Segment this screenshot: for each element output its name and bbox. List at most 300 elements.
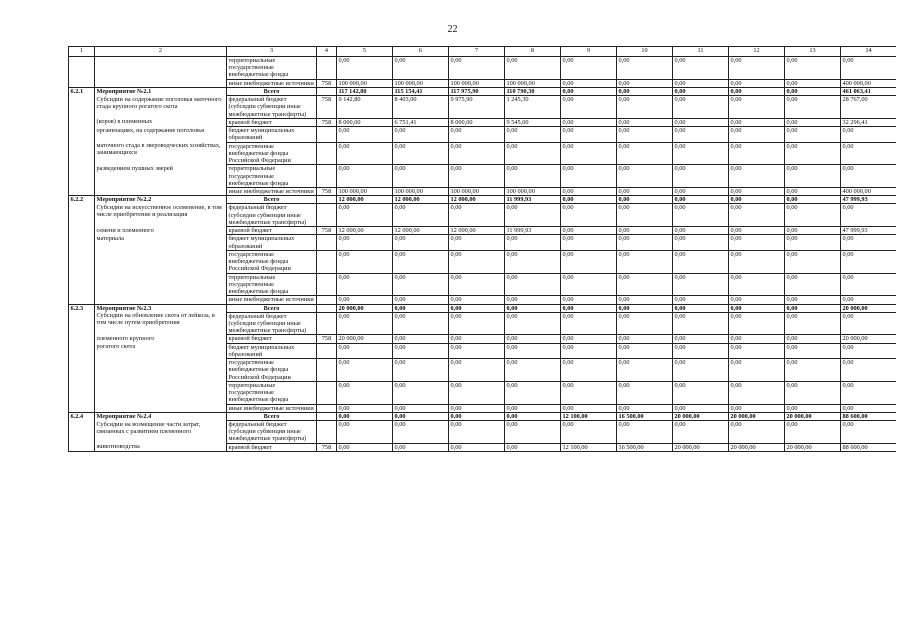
- ministry-code: 758: [317, 118, 337, 126]
- funding-source: территориальные государственные внебюджетные фонды: [227, 273, 317, 296]
- amount-col-11: 0,00: [673, 250, 729, 273]
- amount-col-11: 0,00: [673, 312, 729, 335]
- amount-col-8: 9 545,00: [505, 118, 561, 126]
- amount-col-13: 0,00: [785, 118, 841, 126]
- amount-col-12: 0,00: [729, 335, 785, 343]
- amount-col-7: 0,00: [449, 335, 505, 343]
- amount-col-9: 0,00: [561, 235, 617, 250]
- amount-col-6: 0,00: [393, 273, 449, 296]
- amount-col-12: 0,00: [729, 57, 785, 80]
- amount-col-13: 0,00: [785, 187, 841, 195]
- measure-code: [69, 312, 95, 335]
- table-row: [69, 335, 897, 343]
- amount-col-9: 0,00: [561, 227, 617, 235]
- amount-col-6: 0,00: [393, 235, 449, 250]
- table-row: [69, 187, 897, 195]
- measure-code: [69, 118, 95, 126]
- ministry-code: 758: [317, 187, 337, 195]
- amount-col-6: 8 403,00: [393, 96, 449, 119]
- ministry-code: [317, 296, 337, 304]
- amount-col-11: 0,00: [673, 404, 729, 412]
- amount-col-13: 0,00: [785, 304, 841, 312]
- amount-col-14: 0,00: [841, 57, 897, 80]
- amount-col-8: 0,00: [505, 421, 561, 444]
- amount-col-11: 0,00: [673, 381, 729, 404]
- measure-description: Мероприятие №2.1: [95, 87, 227, 95]
- amount-col-11: 0,00: [673, 127, 729, 142]
- amount-col-13: 0,00: [785, 96, 841, 119]
- funding-source: государственные внебюджетные фонды Российской Федерации: [227, 250, 317, 273]
- table-row: [69, 79, 897, 87]
- amount-col-8: 11 999,93: [505, 227, 561, 235]
- amount-col-6: 0,00: [393, 296, 449, 304]
- amount-col-14: 0,00: [841, 273, 897, 296]
- amount-col-5: 0,00: [337, 235, 393, 250]
- amount-col-13: 0,00: [785, 273, 841, 296]
- amount-col-12: 0,00: [729, 296, 785, 304]
- amount-col-11: 20 000,00: [673, 443, 729, 451]
- ministry-code: [317, 421, 337, 444]
- amount-col-5: 9 142,80: [337, 96, 393, 119]
- measure-description: [95, 79, 227, 87]
- funding-source: краевой бюджет: [227, 443, 317, 451]
- ministry-code: 758: [317, 227, 337, 235]
- amount-col-9: 0,00: [561, 335, 617, 343]
- amount-col-10: 0,00: [617, 273, 673, 296]
- column-number-7: 7: [449, 47, 505, 57]
- measure-description: животноводства: [95, 443, 227, 451]
- amount-col-14: 0,00: [841, 404, 897, 412]
- ministry-code: 758: [317, 443, 337, 451]
- ministry-code: [317, 204, 337, 227]
- ministry-code: [317, 312, 337, 335]
- amount-col-5: 0,00: [337, 127, 393, 142]
- amount-col-10: 0,00: [617, 127, 673, 142]
- amount-col-12: 0,00: [729, 304, 785, 312]
- amount-col-11: 0,00: [673, 79, 729, 87]
- amount-col-10: 0,00: [617, 187, 673, 195]
- amount-col-9: 0,00: [561, 312, 617, 335]
- amount-col-12: 0,00: [729, 204, 785, 227]
- ministry-code: [317, 381, 337, 404]
- amount-col-14: 0,00: [841, 235, 897, 250]
- measure-code: [69, 273, 95, 296]
- amount-col-6: 0,00: [393, 204, 449, 227]
- amount-col-11: 0,00: [673, 57, 729, 80]
- amount-col-8: 0,00: [505, 381, 561, 404]
- column-number-9: 9: [561, 47, 617, 57]
- ministry-code: [317, 412, 337, 420]
- ministry-code: [317, 142, 337, 165]
- amount-col-7: 0,00: [449, 273, 505, 296]
- amount-col-8: 0,00: [505, 335, 561, 343]
- funding-source: бюджет муниципальных образований: [227, 127, 317, 142]
- amount-col-14: 0,00: [841, 142, 897, 165]
- amount-col-12: 0,00: [729, 142, 785, 165]
- amount-col-10: 0,00: [617, 196, 673, 204]
- measure-description: Мероприятие №2.3: [95, 304, 227, 312]
- amount-col-13: 0,00: [785, 343, 841, 358]
- column-number-13: 13: [785, 47, 841, 57]
- funding-source: иные внебюджетные источники: [227, 404, 317, 412]
- amount-col-13: 0,00: [785, 87, 841, 95]
- amount-col-11: 0,00: [673, 204, 729, 227]
- amount-col-6: 0,00: [393, 250, 449, 273]
- column-number-10: 10: [617, 47, 673, 57]
- amount-col-13: 0,00: [785, 335, 841, 343]
- amount-col-12: 0,00: [729, 79, 785, 87]
- amount-col-10: 0,00: [617, 335, 673, 343]
- amount-col-9: 0,00: [561, 296, 617, 304]
- amount-col-8: 100 000,00: [505, 79, 561, 87]
- amount-col-6: 0,00: [393, 304, 449, 312]
- table-row: [69, 57, 897, 80]
- amount-col-5: 0,00: [337, 296, 393, 304]
- amount-col-7: 0,00: [449, 142, 505, 165]
- amount-col-9: 12 100,00: [561, 412, 617, 420]
- measure-code: [69, 443, 95, 451]
- column-number-12: 12: [729, 47, 785, 57]
- amount-col-9: 0,00: [561, 273, 617, 296]
- amount-col-10: 0,00: [617, 304, 673, 312]
- amount-col-9: 0,00: [561, 421, 617, 444]
- amount-col-9: 0,00: [561, 165, 617, 188]
- funding-source: федеральный бюджет (субсидии субвенции иные межбюджетные трансферты): [227, 421, 317, 444]
- amount-col-10: 0,00: [617, 296, 673, 304]
- ministry-code: 758: [317, 96, 337, 119]
- measure-code: [69, 204, 95, 227]
- amount-col-5: 0,00: [337, 443, 393, 451]
- amount-col-12: 20 000,00: [729, 443, 785, 451]
- amount-col-5: 0,00: [337, 273, 393, 296]
- amount-col-9: 0,00: [561, 96, 617, 119]
- table-row-total: [69, 87, 897, 95]
- amount-col-7: 8 000,00: [449, 118, 505, 126]
- amount-col-14: 0,00: [841, 250, 897, 273]
- ministry-code: [317, 359, 337, 382]
- amount-col-13: 0,00: [785, 250, 841, 273]
- funding-source: федеральный бюджет (субсидии субвенции иные межбюджетные трансферты): [227, 204, 317, 227]
- amount-col-7: 100 000,00: [449, 79, 505, 87]
- amount-col-10: 0,00: [617, 227, 673, 235]
- amount-col-6: 0,00: [393, 412, 449, 420]
- measure-description: маточного стада в звероводческих хозяйствах, занимающихся: [95, 142, 227, 165]
- funding-source: территориальные государственные внебюджетные фонды: [227, 57, 317, 80]
- ministry-code: [317, 165, 337, 188]
- funding-source: территориальные государственные внебюджетные фонды: [227, 381, 317, 404]
- table-row: [69, 227, 897, 235]
- funding-source: территориальные государственные внебюджетные фонды: [227, 165, 317, 188]
- amount-col-7: 0,00: [449, 381, 505, 404]
- funding-source: краевой бюджет: [227, 118, 317, 126]
- amount-col-6: 0,00: [393, 57, 449, 80]
- measure-description: Субсидии на обновление скота от лейкоза, в том числе путем приобретения: [95, 312, 227, 335]
- funding-source: Всего: [227, 196, 317, 204]
- amount-col-9: 0,00: [561, 381, 617, 404]
- table-row: [69, 381, 897, 404]
- measure-code: [69, 96, 95, 119]
- amount-col-9: 0,00: [561, 196, 617, 204]
- amount-col-9: 0,00: [561, 142, 617, 165]
- amount-col-14: 0,00: [841, 421, 897, 444]
- ministry-code: [317, 343, 337, 358]
- table-row: [69, 250, 897, 273]
- amount-col-12: 0,00: [729, 187, 785, 195]
- table-row: [69, 359, 897, 382]
- amount-col-5: 100 000,00: [337, 187, 393, 195]
- amount-col-14: 0,00: [841, 165, 897, 188]
- funding-source: федеральный бюджет (субсидии субвенции иные межбюджетные трансферты): [227, 96, 317, 119]
- amount-col-8: 0,00: [505, 304, 561, 312]
- amount-col-11: 0,00: [673, 335, 729, 343]
- amount-col-5: 0,00: [337, 421, 393, 444]
- measure-code: [69, 235, 95, 250]
- amount-col-8: 1 245,30: [505, 96, 561, 119]
- amount-col-12: 0,00: [729, 404, 785, 412]
- amount-col-6: 0,00: [393, 404, 449, 412]
- amount-col-12: 0,00: [729, 359, 785, 382]
- column-number-8: 8: [505, 47, 561, 57]
- amount-col-7: 0,00: [449, 343, 505, 358]
- amount-col-12: 0,00: [729, 227, 785, 235]
- amount-col-7: 0,00: [449, 412, 505, 420]
- amount-col-8: 0,00: [505, 404, 561, 412]
- amount-col-6: 100 000,00: [393, 187, 449, 195]
- ministry-code: [317, 196, 337, 204]
- ministry-code: [317, 235, 337, 250]
- table-row: [69, 443, 897, 451]
- amount-col-9: 0,00: [561, 79, 617, 87]
- amount-col-11: 0,00: [673, 118, 729, 126]
- amount-col-6: 6 751,41: [393, 118, 449, 126]
- amount-col-10: 0,00: [617, 404, 673, 412]
- amount-col-10: 0,00: [617, 235, 673, 250]
- amount-col-14: 88 600,00: [841, 443, 897, 451]
- amount-col-13: 0,00: [785, 235, 841, 250]
- amount-col-8: 0,00: [505, 204, 561, 227]
- amount-col-7: 12 000,00: [449, 196, 505, 204]
- amount-col-11: 0,00: [673, 187, 729, 195]
- amount-col-7: 0,00: [449, 359, 505, 382]
- measure-code: [69, 187, 95, 195]
- measure-description: рогатого скота: [95, 343, 227, 358]
- amount-col-5: 0,00: [337, 381, 393, 404]
- amount-col-9: 12 100,00: [561, 443, 617, 451]
- amount-col-6: 0,00: [393, 127, 449, 142]
- amount-col-11: 0,00: [673, 343, 729, 358]
- amount-col-7: 0,00: [449, 312, 505, 335]
- amount-col-8: 0,00: [505, 296, 561, 304]
- measure-description: [95, 273, 227, 296]
- measure-code: [69, 250, 95, 273]
- measure-description: [95, 250, 227, 273]
- amount-col-12: 0,00: [729, 196, 785, 204]
- table-row: [69, 96, 897, 119]
- amount-col-5: 0,00: [337, 57, 393, 80]
- funding-source: бюджет муниципальных образований: [227, 235, 317, 250]
- amount-col-5: 20 000,00: [337, 335, 393, 343]
- measure-description: семени и племенного: [95, 227, 227, 235]
- funding-source: иные внебюджетные источники: [227, 187, 317, 195]
- amount-col-11: 0,00: [673, 227, 729, 235]
- amount-col-8: 0,00: [505, 359, 561, 382]
- measure-description: Субсидии на искусственное осеменение, в том числе приобретение и реализация: [95, 204, 227, 227]
- amount-col-11: 0,00: [673, 87, 729, 95]
- amount-col-12: 0,00: [729, 381, 785, 404]
- column-number-row: [69, 47, 897, 57]
- amount-col-11: 0,00: [673, 96, 729, 119]
- amount-col-14: 0,00: [841, 381, 897, 404]
- amount-col-5: 0,00: [337, 250, 393, 273]
- amount-col-7: 0,00: [449, 250, 505, 273]
- column-number-4: 4: [317, 47, 337, 57]
- amount-col-5: 12 000,00: [337, 227, 393, 235]
- measure-description: [95, 404, 227, 412]
- amount-col-14: 0,00: [841, 312, 897, 335]
- budget-table: [68, 46, 896, 452]
- amount-col-12: 0,00: [729, 343, 785, 358]
- amount-col-5: 0,00: [337, 142, 393, 165]
- amount-col-10: 0,00: [617, 87, 673, 95]
- amount-col-14: 20 000,00: [841, 335, 897, 343]
- table-row: [69, 142, 897, 165]
- amount-col-14: 0,00: [841, 296, 897, 304]
- amount-col-6: 0,00: [393, 335, 449, 343]
- amount-col-13: 0,00: [785, 312, 841, 335]
- budget-table-sheet: [68, 46, 896, 636]
- amount-col-10: 16 500,00: [617, 412, 673, 420]
- amount-col-8: 0,00: [505, 235, 561, 250]
- amount-col-12: 0,00: [729, 312, 785, 335]
- amount-col-13: 0,00: [785, 196, 841, 204]
- funding-source: иные внебюджетные источники: [227, 79, 317, 87]
- measure-description: [95, 381, 227, 404]
- amount-col-13: 20 000,00: [785, 443, 841, 451]
- table-body: [69, 57, 897, 452]
- amount-col-8: 100 000,00: [505, 187, 561, 195]
- amount-col-9: 0,00: [561, 187, 617, 195]
- amount-col-14: 88 600,00: [841, 412, 897, 420]
- column-number-3: 3: [227, 47, 317, 57]
- amount-col-10: 0,00: [617, 142, 673, 165]
- amount-col-9: 0,00: [561, 304, 617, 312]
- amount-col-8: 0,00: [505, 142, 561, 165]
- amount-col-8: 0,00: [505, 250, 561, 273]
- table-row-total: [69, 196, 897, 204]
- amount-col-8: 0,00: [505, 57, 561, 80]
- ministry-code: [317, 57, 337, 80]
- measure-code: 6.2.3: [69, 304, 95, 312]
- amount-col-9: 0,00: [561, 343, 617, 358]
- measure-code: 6.2.1: [69, 87, 95, 95]
- amount-col-10: 0,00: [617, 359, 673, 382]
- measure-description: [95, 296, 227, 304]
- amount-col-5: 20 000,00: [337, 304, 393, 312]
- amount-col-10: 0,00: [617, 312, 673, 335]
- amount-col-6: 0,00: [393, 381, 449, 404]
- amount-col-12: 0,00: [729, 118, 785, 126]
- amount-col-7: 0,00: [449, 165, 505, 188]
- amount-col-13: 20 000,00: [785, 412, 841, 420]
- ministry-code: [317, 127, 337, 142]
- measure-code: 6.2.4: [69, 412, 95, 420]
- funding-source: Всего: [227, 412, 317, 420]
- measure-code: [69, 296, 95, 304]
- funding-source: федеральный бюджет (субсидии субвенции иные межбюджетные трансферты): [227, 312, 317, 335]
- amount-col-10: 0,00: [617, 96, 673, 119]
- amount-col-6: 12 000,00: [393, 196, 449, 204]
- amount-col-14: 32 296,41: [841, 118, 897, 126]
- amount-col-7: 100 000,00: [449, 187, 505, 195]
- amount-col-14: 461 063,41: [841, 87, 897, 95]
- amount-col-14: 400 000,00: [841, 79, 897, 87]
- amount-col-12: 0,00: [729, 421, 785, 444]
- amount-col-6: 0,00: [393, 165, 449, 188]
- amount-col-6: 0,00: [393, 443, 449, 451]
- table-row: [69, 165, 897, 188]
- amount-col-7: 0,00: [449, 57, 505, 80]
- amount-col-14: 28 767,00: [841, 96, 897, 119]
- amount-col-12: 0,00: [729, 250, 785, 273]
- amount-col-7: 0,00: [449, 404, 505, 412]
- measure-description: материала: [95, 235, 227, 250]
- measure-code: [69, 404, 95, 412]
- ministry-code: 758: [317, 335, 337, 343]
- amount-col-5: 0,00: [337, 404, 393, 412]
- amount-col-8: 110 790,30: [505, 87, 561, 95]
- table-row: [69, 343, 897, 358]
- amount-col-12: 0,00: [729, 127, 785, 142]
- amount-col-5: 100 000,00: [337, 79, 393, 87]
- amount-col-13: 0,00: [785, 381, 841, 404]
- amount-col-7: 0,00: [449, 127, 505, 142]
- amount-col-10: 0,00: [617, 343, 673, 358]
- measure-code: [69, 421, 95, 444]
- amount-col-13: 0,00: [785, 127, 841, 142]
- amount-col-8: 0,00: [505, 443, 561, 451]
- table-row: [69, 118, 897, 126]
- amount-col-6: 115 154,41: [393, 87, 449, 95]
- amount-col-5: 0,00: [337, 312, 393, 335]
- measure-code: [69, 79, 95, 87]
- funding-source: Всего: [227, 304, 317, 312]
- amount-col-10: 0,00: [617, 204, 673, 227]
- ministry-code: [317, 273, 337, 296]
- amount-col-14: 20 000,00: [841, 304, 897, 312]
- funding-source: Всего: [227, 87, 317, 95]
- amount-col-7: 12 000,00: [449, 227, 505, 235]
- column-number-11: 11: [673, 47, 729, 57]
- amount-col-7: 0,00: [449, 235, 505, 250]
- amount-col-11: 0,00: [673, 196, 729, 204]
- amount-col-5: 0,00: [337, 165, 393, 188]
- amount-col-13: 0,00: [785, 57, 841, 80]
- measure-description: племенного крупного: [95, 335, 227, 343]
- amount-col-14: 400 000,00: [841, 187, 897, 195]
- amount-col-10: 0,00: [617, 381, 673, 404]
- amount-col-11: 0,00: [673, 296, 729, 304]
- amount-col-9: 0,00: [561, 404, 617, 412]
- amount-col-14: 0,00: [841, 359, 897, 382]
- amount-col-6: 0,00: [393, 343, 449, 358]
- measure-description: [95, 57, 227, 80]
- amount-col-5: 0,00: [337, 359, 393, 382]
- measure-code: [69, 57, 95, 80]
- amount-col-13: 0,00: [785, 404, 841, 412]
- amount-col-6: 0,00: [393, 359, 449, 382]
- measure-description: [95, 359, 227, 382]
- amount-col-9: 0,00: [561, 204, 617, 227]
